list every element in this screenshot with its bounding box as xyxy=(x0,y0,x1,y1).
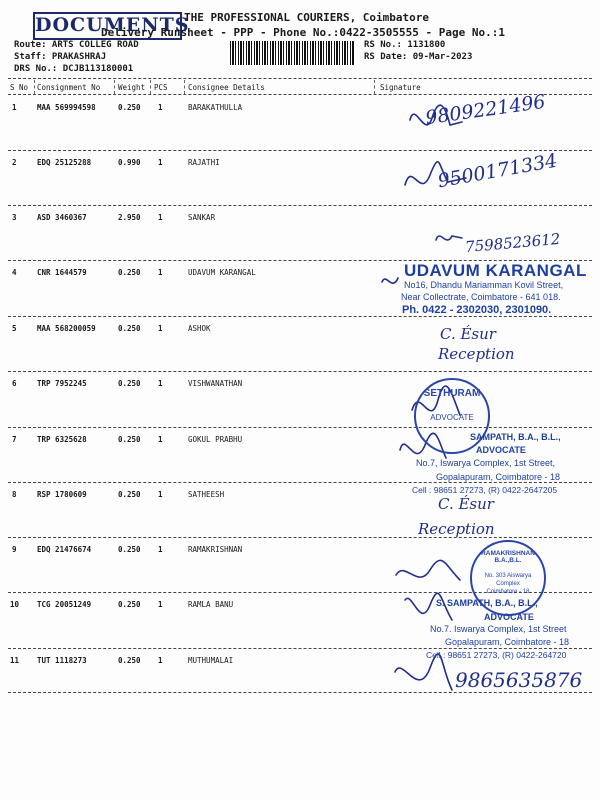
row-weight: 0.250 xyxy=(118,324,141,333)
row-pcs: 1 xyxy=(158,656,163,665)
col-divider xyxy=(374,80,375,94)
row-weight: 0.990 xyxy=(118,158,141,167)
row-weight: 0.250 xyxy=(118,600,141,609)
col-divider xyxy=(184,80,185,94)
company-title: THE PROFESSIONAL COURIERS, Coimbatore xyxy=(184,11,430,24)
drs-number: DRS No.: DCJB113180001 xyxy=(14,64,134,74)
row-weight: 0.250 xyxy=(118,435,141,444)
rs-date: RS Date: 09-Mar-2023 xyxy=(364,52,473,62)
row-divider xyxy=(8,692,592,693)
row-divider xyxy=(8,150,592,151)
row-consignee: RAMAKRISHNAN xyxy=(188,545,243,554)
stamp-address: Near Collectrate, Coimbatore - 641 018. xyxy=(401,292,561,302)
col-signature: Signature xyxy=(380,83,421,92)
stamp-address: Gopalapuram, Coimbatore - 18 xyxy=(445,637,570,647)
seal-role: ADVOCATE xyxy=(430,413,474,422)
signature-row9 xyxy=(396,560,460,580)
row-divider xyxy=(8,482,592,483)
seal-name: RAMAKRISHNAN B.A.,B.L. xyxy=(481,550,535,564)
handwritten-note: C. Ésur xyxy=(440,325,496,343)
row-weight: 0.250 xyxy=(118,656,141,665)
row-consignment: EDQ 25125288 xyxy=(37,158,92,167)
stamp-address: Gopalapuram, Coimbatore - 18 xyxy=(436,472,561,482)
staff-label: Staff: PRAKASHRAJ xyxy=(14,52,107,62)
handwritten-note: Reception xyxy=(418,520,495,538)
row-consignee: GOKUL PRABHU xyxy=(188,435,243,444)
seal-name: SETHURAM xyxy=(423,388,481,399)
row-pcs: 1 xyxy=(158,545,163,554)
stamp-name: SAMPATH, B.A., B.L., xyxy=(470,432,561,442)
row-weight: 0.250 xyxy=(118,545,141,554)
row-divider xyxy=(8,205,592,206)
phone-handwritten: 9865635876 xyxy=(455,668,583,692)
stamp-phone: Cell : 98651 27273, (R) 0422-2647205 xyxy=(412,485,558,495)
stamp-phone: Ph. 0422 - 2302030, 2301090. xyxy=(402,304,552,316)
row-consignee: BARAKATHULLA xyxy=(188,103,243,112)
header-rule-bottom xyxy=(8,94,592,95)
handwritten-note: C. Ésur xyxy=(438,495,494,513)
advocate-seal xyxy=(414,378,490,454)
stamp-role: ADVOCATE xyxy=(476,445,526,455)
row-sno: 9 xyxy=(12,545,17,554)
col-divider xyxy=(150,80,151,94)
row-sno: 4 xyxy=(12,268,17,277)
row-sno: 7 xyxy=(12,435,17,444)
phone-handwritten: 9809221496 xyxy=(424,90,547,130)
row-consignment: EDQ 21476674 xyxy=(37,545,92,554)
row-weight: 2.950 xyxy=(118,213,141,222)
rs-number: RS No.: 1131800 xyxy=(364,40,446,50)
row-pcs: 1 xyxy=(158,324,163,333)
phone-handwritten: 9500171334 xyxy=(436,149,559,193)
col-weight: Weight xyxy=(118,83,146,92)
row-consignment: TCG 20051249 xyxy=(37,600,92,609)
header-rule-top xyxy=(8,78,592,79)
row-sno: 2 xyxy=(12,158,17,167)
row-weight: 0.250 xyxy=(118,268,141,277)
row-divider xyxy=(8,648,592,649)
row-consignee: RAJATHI xyxy=(188,158,220,167)
row-consignee: VISHWANATHAN xyxy=(188,379,243,388)
row-consignee: RAMLA BANU xyxy=(188,600,234,609)
col-sno: S No xyxy=(10,83,29,92)
route-label: Route: ARTS COLLEG ROAD xyxy=(14,40,139,50)
row-consignment: TUT 1118273 xyxy=(37,656,87,665)
row-consignment: MAA 569994598 xyxy=(37,103,96,112)
row-sno: 6 xyxy=(12,379,17,388)
stamp-address: No.7. Iswarya Complex, 1st Street xyxy=(430,624,567,634)
row-consignee: ASHOK xyxy=(188,324,211,333)
seal-address: No. 303 Aiswarya Complex Coimbatore - 18 xyxy=(484,573,532,595)
row-consignment: ASD 3460367 xyxy=(37,213,87,222)
row-pcs: 1 xyxy=(158,379,163,388)
row-pcs: 1 xyxy=(158,158,163,167)
signature-row4 xyxy=(382,278,398,283)
row-consignment: CNR 1644579 xyxy=(37,268,87,277)
row-consignee: SANKAR xyxy=(188,213,216,222)
stamp-address: No16, Dhandu Mariamman Kovil Street, xyxy=(404,280,564,290)
row-sno: 8 xyxy=(12,490,17,499)
row-sno: 5 xyxy=(12,324,17,333)
row-pcs: 1 xyxy=(158,490,163,499)
stamp-name: UDAVUM KARANGAL xyxy=(404,261,587,280)
col-divider xyxy=(114,80,115,94)
documents-stamp: DOCUMENTS xyxy=(33,12,182,40)
row-pcs: 1 xyxy=(158,435,163,444)
row-weight: 0.250 xyxy=(118,490,141,499)
row-divider xyxy=(8,537,592,538)
signature-row3 xyxy=(436,236,462,240)
col-consignee: Consignee Details xyxy=(188,83,265,92)
row-consignee: SATHEESH xyxy=(188,490,225,499)
row-pcs: 1 xyxy=(158,103,163,112)
row-sno: 11 xyxy=(10,656,20,665)
row-pcs: 1 xyxy=(158,268,163,277)
row-divider xyxy=(8,316,592,317)
col-divider xyxy=(34,80,35,94)
row-divider xyxy=(8,371,592,372)
handwritten-note: Reception xyxy=(438,345,515,363)
stamp-address: No.7, Iswarya Complex, 1st Street, xyxy=(416,458,556,468)
row-consignment: TRP 7952245 xyxy=(37,379,87,388)
row-pcs: 1 xyxy=(158,600,163,609)
row-weight: 0.250 xyxy=(118,379,141,388)
stamp-role: ADVOCATE xyxy=(484,612,534,622)
row-consignee: MUTHUMALAI xyxy=(188,656,234,665)
row-divider xyxy=(8,427,592,428)
row-consignment: TRP 6325628 xyxy=(37,435,87,444)
stamp-name: S. SAMPATH, B.A., B.L., xyxy=(436,598,538,608)
col-consignment: Consignment No xyxy=(37,83,101,92)
row-sno: 10 xyxy=(10,600,20,609)
row-sno: 3 xyxy=(12,213,17,222)
stamp-phone: Cell : 98651 27273, (R) 0422-264720 xyxy=(426,650,567,660)
row-sno: 1 xyxy=(12,103,17,112)
row-consignment: MAA 568200059 xyxy=(37,324,96,333)
barcode xyxy=(230,41,354,65)
row-consignment: RSP 1780609 xyxy=(37,490,87,499)
phone-handwritten: 7598523612 xyxy=(464,229,562,257)
row-consignee: UDAVUM KARANGAL xyxy=(188,268,256,277)
runsheet-title: Delivery Runsheet - PPP - Phone No.:0422-3505555 - Page No.:1 xyxy=(101,26,505,39)
row-weight: 0.250 xyxy=(118,103,141,112)
row-pcs: 1 xyxy=(158,213,163,222)
col-pcs: PCS xyxy=(154,83,168,92)
